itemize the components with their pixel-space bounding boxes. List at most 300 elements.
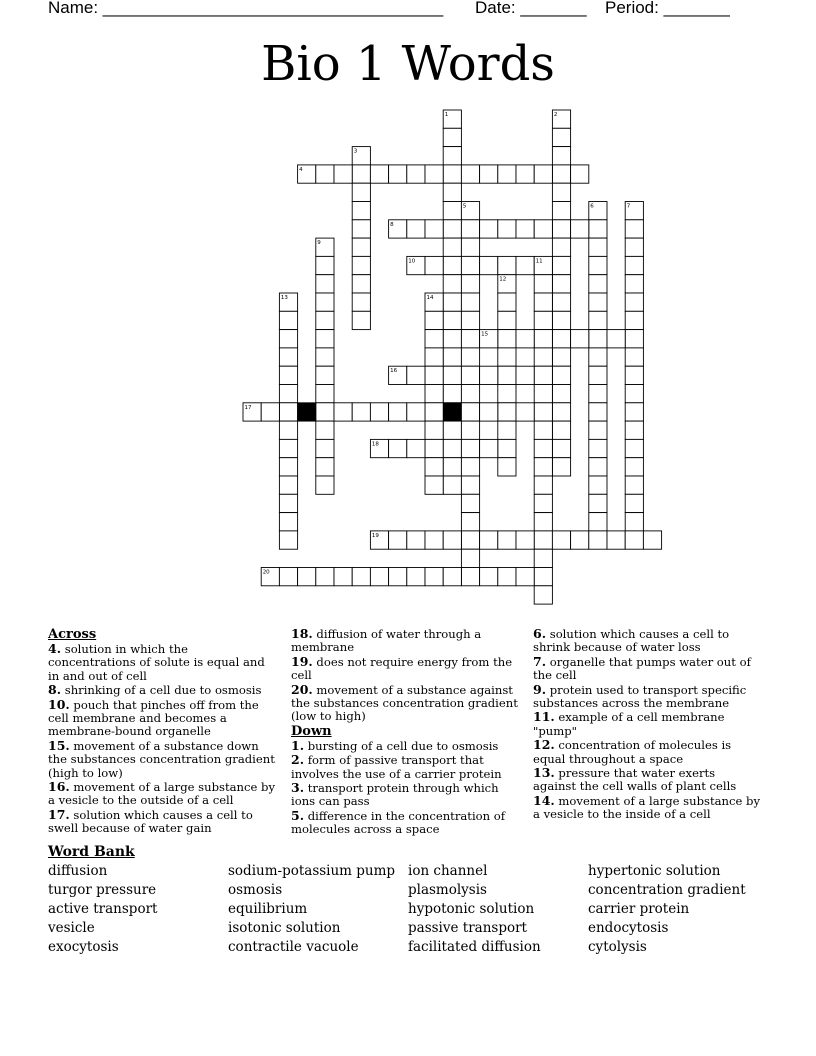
grid-cell[interactable] xyxy=(498,531,516,549)
clue-number-label: 8. xyxy=(48,682,62,698)
grid-cell[interactable] xyxy=(461,476,479,494)
grid-cell[interactable] xyxy=(625,238,643,256)
grid-cell[interactable] xyxy=(498,165,516,183)
grid-cell[interactable] xyxy=(552,293,570,311)
grid-cell[interactable] xyxy=(443,330,461,348)
clue-item xyxy=(48,683,276,697)
grid-cell[interactable] xyxy=(498,256,516,274)
clue-text: pouch that pinches off from the cell membrane and becomes a membrane-bound organelle xyxy=(48,697,259,739)
grid-cell[interactable] xyxy=(625,348,643,366)
grid-cell[interactable] xyxy=(589,403,607,421)
grid-cell[interactable] xyxy=(480,439,498,457)
grid-cell[interactable] xyxy=(480,165,498,183)
grid-cell[interactable] xyxy=(534,458,552,476)
grid-cell[interactable] xyxy=(498,403,516,421)
grid-cell[interactable] xyxy=(461,403,479,421)
grid-cell[interactable] xyxy=(534,366,552,384)
grid-cell[interactable] xyxy=(279,476,297,494)
grid-cell[interactable] xyxy=(552,385,570,403)
grid-cell[interactable] xyxy=(461,494,479,512)
grid-cell[interactable] xyxy=(589,348,607,366)
grid-cell[interactable] xyxy=(316,385,334,403)
grid-cell[interactable] xyxy=(607,531,625,549)
grid-cell[interactable] xyxy=(407,568,425,586)
period-field[interactable]: Period: _______ xyxy=(605,0,730,17)
grid-cell[interactable] xyxy=(425,476,443,494)
clue-number: 10 xyxy=(408,258,416,265)
word-bank-item: cytolysis xyxy=(588,939,647,955)
grid-cell[interactable] xyxy=(552,366,570,384)
grid-cell[interactable] xyxy=(480,220,498,238)
grid-cell[interactable] xyxy=(279,568,297,586)
grid-cell[interactable] xyxy=(407,531,425,549)
grid-cell[interactable] xyxy=(461,513,479,531)
grid-cell[interactable] xyxy=(279,403,297,421)
grid-cell[interactable] xyxy=(461,293,479,311)
clue-number: 6 xyxy=(590,203,594,210)
clue-number: 16 xyxy=(390,368,398,375)
clue-text: solution in which the concentrations of solute is equal and in and out of cell xyxy=(48,642,265,683)
grid-cell[interactable] xyxy=(425,220,443,238)
grid-cell[interactable] xyxy=(589,439,607,457)
date-field[interactable]: Date: _______ xyxy=(475,0,587,17)
grid-cell[interactable] xyxy=(425,366,443,384)
grid-cell[interactable] xyxy=(461,568,479,586)
grid-cell[interactable] xyxy=(516,330,534,348)
grid-cell[interactable] xyxy=(589,513,607,531)
grid-cell[interactable] xyxy=(480,256,498,274)
grid-cell[interactable] xyxy=(552,128,570,146)
clue-text: does not require energy from the cell xyxy=(291,654,513,683)
clue-item xyxy=(291,739,519,753)
grid-cell[interactable] xyxy=(407,403,425,421)
clue-number: 8 xyxy=(390,221,394,228)
grid-cell[interactable] xyxy=(334,403,352,421)
grid-cell[interactable] xyxy=(498,385,516,403)
grid-cell[interactable] xyxy=(552,147,570,165)
grid-cell[interactable] xyxy=(571,165,589,183)
grid-cell[interactable] xyxy=(443,385,461,403)
grid-cell[interactable] xyxy=(425,458,443,476)
grid-cell[interactable] xyxy=(534,330,552,348)
grid-cell[interactable] xyxy=(279,494,297,512)
grid-cell[interactable] xyxy=(589,220,607,238)
grid-cell[interactable] xyxy=(480,531,498,549)
grid-cell[interactable] xyxy=(316,568,334,586)
grid-cell[interactable] xyxy=(589,238,607,256)
grid-cell[interactable] xyxy=(298,568,316,586)
grid-cell[interactable] xyxy=(589,293,607,311)
grid-cell[interactable] xyxy=(389,403,407,421)
grid-cell[interactable] xyxy=(316,165,334,183)
grid-cell[interactable] xyxy=(516,256,534,274)
grid-cell[interactable] xyxy=(279,439,297,457)
clue-number-label: 10. xyxy=(48,696,70,712)
grid-cell[interactable] xyxy=(625,311,643,329)
word-bank-item: contractile vacuole xyxy=(228,939,359,955)
grid-cell[interactable] xyxy=(389,165,407,183)
clue-number: 20 xyxy=(262,569,270,576)
grid-cell[interactable] xyxy=(571,220,589,238)
grid-cell[interactable] xyxy=(534,385,552,403)
grid-cell[interactable] xyxy=(552,458,570,476)
word-bank-item: facilitated diffusion xyxy=(408,939,541,955)
grid-cell[interactable] xyxy=(443,476,461,494)
grid-cell[interactable] xyxy=(498,293,516,311)
grid-cell[interactable] xyxy=(443,421,461,439)
grid-cell[interactable] xyxy=(534,586,552,604)
grid-cell[interactable] xyxy=(625,421,643,439)
grid-cell[interactable] xyxy=(480,568,498,586)
clue-item xyxy=(48,739,276,780)
grid-cell[interactable] xyxy=(316,275,334,293)
grid-cell[interactable] xyxy=(534,494,552,512)
clue-number: 11 xyxy=(535,258,543,265)
grid-cell[interactable] xyxy=(534,476,552,494)
grid-cell[interactable] xyxy=(352,256,370,274)
grid-cell[interactable] xyxy=(279,311,297,329)
grid-cell[interactable] xyxy=(498,439,516,457)
grid-cell[interactable] xyxy=(625,256,643,274)
grid-cell[interactable] xyxy=(552,220,570,238)
grid-cell[interactable] xyxy=(589,531,607,549)
grid-cell[interactable] xyxy=(571,531,589,549)
grid-cell[interactable] xyxy=(316,439,334,457)
clue-text: concentration of molecules is equal throughout a space xyxy=(533,738,732,766)
grid-cell[interactable] xyxy=(389,439,407,457)
grid-cell[interactable] xyxy=(589,275,607,293)
grid-cell[interactable] xyxy=(334,568,352,586)
grid-cell[interactable] xyxy=(279,513,297,531)
grid-cell[interactable] xyxy=(443,439,461,457)
grid-cell[interactable] xyxy=(552,165,570,183)
grid-cell[interactable] xyxy=(443,238,461,256)
clue-item xyxy=(291,781,519,809)
grid-cell[interactable] xyxy=(625,330,643,348)
word-bank-item: turgor pressure xyxy=(48,882,157,898)
grid-cell[interactable] xyxy=(352,293,370,311)
grid-cell[interactable] xyxy=(370,165,388,183)
grid-cell[interactable] xyxy=(461,275,479,293)
grid-cell[interactable] xyxy=(425,421,443,439)
clue-item xyxy=(533,766,761,794)
grid-cell[interactable] xyxy=(443,568,461,586)
clue-number: 19 xyxy=(371,532,379,539)
grid-cell[interactable] xyxy=(461,385,479,403)
grid-cell[interactable] xyxy=(552,421,570,439)
grid-cell[interactable] xyxy=(425,385,443,403)
word-bank-item: equilibrium xyxy=(228,901,308,917)
grid-cell[interactable] xyxy=(389,531,407,549)
grid-cell[interactable] xyxy=(625,275,643,293)
grid-cell[interactable] xyxy=(425,348,443,366)
clue-text: movement of a large substance by a vesicle to the outside of a cell xyxy=(48,780,276,808)
grid-cell[interactable] xyxy=(352,165,370,183)
grid-cell[interactable] xyxy=(534,421,552,439)
grid-cell[interactable] xyxy=(534,513,552,531)
grid-cell[interactable] xyxy=(316,476,334,494)
clue-number: 7 xyxy=(626,203,631,210)
down-header: Down xyxy=(291,723,332,739)
grid-cell[interactable] xyxy=(552,183,570,201)
black-cell xyxy=(443,403,461,421)
grid-cell[interactable] xyxy=(443,183,461,201)
clue-number-label: 17. xyxy=(48,806,70,822)
grid-cell[interactable] xyxy=(461,165,479,183)
grid-cell[interactable] xyxy=(461,458,479,476)
clues-column-3 xyxy=(533,627,761,822)
grid-cell[interactable] xyxy=(498,311,516,329)
word-bank-item: isotonic solution xyxy=(228,920,341,936)
grid-cell[interactable] xyxy=(461,220,479,238)
grid-cell[interactable] xyxy=(589,330,607,348)
grid-cell[interactable] xyxy=(516,220,534,238)
grid-cell[interactable] xyxy=(534,549,552,567)
grid-cell[interactable] xyxy=(352,568,370,586)
grid-cell[interactable] xyxy=(552,439,570,457)
grid-cell[interactable] xyxy=(625,513,643,531)
grid-cell[interactable] xyxy=(552,238,570,256)
word-bank-item: exocytosis xyxy=(48,939,119,955)
grid-cell[interactable] xyxy=(643,531,661,549)
grid-cell[interactable] xyxy=(625,531,643,549)
grid-cell[interactable] xyxy=(498,568,516,586)
grid-cell[interactable] xyxy=(425,531,443,549)
grid-cell[interactable] xyxy=(443,531,461,549)
grid-cell[interactable] xyxy=(461,366,479,384)
grid-cell[interactable] xyxy=(316,348,334,366)
grid-cell[interactable] xyxy=(625,439,643,457)
grid-cell[interactable] xyxy=(352,183,370,201)
clue-item xyxy=(533,710,761,738)
grid-cell[interactable] xyxy=(498,348,516,366)
grid-cell[interactable] xyxy=(534,439,552,457)
grid-cell[interactable] xyxy=(352,275,370,293)
grid-cell[interactable] xyxy=(316,458,334,476)
grid-cell[interactable] xyxy=(589,458,607,476)
clue-text: bursting of a cell due to osmosis xyxy=(304,738,499,753)
grid-cell[interactable] xyxy=(534,568,552,586)
grid-cell[interactable] xyxy=(425,311,443,329)
grid-cell[interactable] xyxy=(316,366,334,384)
grid-cell[interactable] xyxy=(552,403,570,421)
clue-text: solution which causes a cell to swell because of water gain xyxy=(48,807,253,836)
grid-cell[interactable] xyxy=(607,330,625,348)
grid-cell[interactable] xyxy=(425,439,443,457)
grid-cell[interactable] xyxy=(498,458,516,476)
grid-cell[interactable] xyxy=(407,220,425,238)
clue-item xyxy=(48,642,276,683)
grid-cell[interactable] xyxy=(552,330,570,348)
grid-cell[interactable] xyxy=(625,494,643,512)
grid-cell[interactable] xyxy=(461,348,479,366)
grid-cell[interactable] xyxy=(461,311,479,329)
word-bank-item: carrier protein xyxy=(588,901,690,917)
clue-number-label: 13. xyxy=(533,765,555,781)
grid-cell[interactable] xyxy=(498,220,516,238)
grid-cell[interactable] xyxy=(443,202,461,220)
grid-cell[interactable] xyxy=(461,549,479,567)
grid-cell[interactable] xyxy=(443,165,461,183)
grid-cell[interactable] xyxy=(352,403,370,421)
clue-text: solution which causes a cell to shrink because of water loss xyxy=(533,627,730,655)
grid-cell[interactable] xyxy=(534,403,552,421)
clue-number: 9 xyxy=(317,240,321,247)
clue-number: 17 xyxy=(244,404,252,411)
grid-cell[interactable] xyxy=(352,202,370,220)
grid-cell[interactable] xyxy=(443,220,461,238)
grid-cell[interactable] xyxy=(407,366,425,384)
grid-cell[interactable] xyxy=(534,220,552,238)
clue-text: pressure that water exerts against the cell walls of plant cells xyxy=(533,766,737,794)
grid-cell[interactable] xyxy=(407,439,425,457)
grid-cell[interactable] xyxy=(443,311,461,329)
name-field[interactable]: Name: ____________________________________ xyxy=(48,0,444,17)
grid-cell[interactable] xyxy=(443,275,461,293)
clue-number: 13 xyxy=(280,295,288,301)
grid-cell[interactable] xyxy=(279,421,297,439)
grid-cell[interactable] xyxy=(552,256,570,274)
clue-item xyxy=(533,794,761,822)
grid-cell[interactable] xyxy=(516,403,534,421)
grid-cell[interactable] xyxy=(443,366,461,384)
clue-number-label: 11. xyxy=(533,709,555,725)
grid-cell[interactable] xyxy=(334,165,352,183)
grid-cell[interactable] xyxy=(279,531,297,549)
grid-cell[interactable] xyxy=(443,147,461,165)
grid-cell[interactable] xyxy=(498,366,516,384)
grid-cell[interactable] xyxy=(425,256,443,274)
clue-number: 18 xyxy=(371,441,379,448)
word-bank-item: sodium-potassium pump xyxy=(228,863,396,879)
grid-cell[interactable] xyxy=(461,421,479,439)
grid-cell[interactable] xyxy=(480,366,498,384)
grid-cell[interactable] xyxy=(443,293,461,311)
grid-cell[interactable] xyxy=(589,421,607,439)
grid-cell[interactable] xyxy=(625,476,643,494)
grid-cell[interactable] xyxy=(552,202,570,220)
grid-cell[interactable] xyxy=(443,256,461,274)
grid-cell[interactable] xyxy=(498,330,516,348)
grid-cell[interactable] xyxy=(279,348,297,366)
grid-cell[interactable] xyxy=(534,293,552,311)
grid-cell[interactable] xyxy=(461,531,479,549)
grid-cell[interactable] xyxy=(279,330,297,348)
grid-cell[interactable] xyxy=(589,494,607,512)
grid-cell[interactable] xyxy=(534,531,552,549)
grid-cell[interactable] xyxy=(352,311,370,329)
grid-cell[interactable] xyxy=(461,330,479,348)
grid-cell[interactable] xyxy=(625,458,643,476)
grid-cell[interactable] xyxy=(461,238,479,256)
clue-text: movement of a substance down the substances concentration gradient (high to low) xyxy=(48,738,275,780)
grid-cell[interactable] xyxy=(389,568,407,586)
grid-cell[interactable] xyxy=(625,366,643,384)
grid-cell[interactable] xyxy=(625,403,643,421)
clue-number-label: 15. xyxy=(48,737,70,753)
grid-cell[interactable] xyxy=(480,403,498,421)
grid-cell[interactable] xyxy=(425,165,443,183)
grid-cell[interactable] xyxy=(498,421,516,439)
grid-cell[interactable] xyxy=(516,568,534,586)
grid-cell[interactable] xyxy=(261,403,279,421)
grid-cell[interactable] xyxy=(316,421,334,439)
grid-cell[interactable] xyxy=(516,366,534,384)
clue-text: transport protein through which ions can pass xyxy=(291,781,499,809)
grid-cell[interactable] xyxy=(552,311,570,329)
grid-cell[interactable] xyxy=(279,458,297,476)
grid-cell[interactable] xyxy=(589,311,607,329)
grid-cell[interactable] xyxy=(425,403,443,421)
grid-cell[interactable] xyxy=(316,293,334,311)
clue-item xyxy=(291,683,519,724)
grid-cell[interactable] xyxy=(552,275,570,293)
clue-item xyxy=(48,808,276,836)
grid-cell[interactable] xyxy=(279,385,297,403)
grid-cell[interactable] xyxy=(316,403,334,421)
grid-cell[interactable] xyxy=(589,476,607,494)
clue-number: 14 xyxy=(426,295,434,301)
grid-cell[interactable] xyxy=(316,311,334,329)
grid-cell[interactable] xyxy=(370,403,388,421)
grid-cell[interactable] xyxy=(534,165,552,183)
grid-cell[interactable] xyxy=(407,165,425,183)
grid-cell[interactable] xyxy=(443,348,461,366)
clues-column-1 xyxy=(48,627,276,836)
grid-cell[interactable] xyxy=(316,256,334,274)
clue-text: protein used to transport specific substances across the membrane xyxy=(533,682,747,711)
clue-item xyxy=(291,655,519,683)
grid-cell[interactable] xyxy=(279,366,297,384)
grid-cell[interactable] xyxy=(571,330,589,348)
grid-cell[interactable] xyxy=(443,128,461,146)
grid-cell[interactable] xyxy=(370,568,388,586)
clue-number: 4 xyxy=(299,166,303,173)
grid-cell[interactable] xyxy=(425,330,443,348)
grid-cell[interactable] xyxy=(534,275,552,293)
clue-item xyxy=(533,627,761,655)
clue-number: 12 xyxy=(499,276,507,283)
grid-cell[interactable] xyxy=(625,220,643,238)
clue-number: 1 xyxy=(444,112,449,118)
grid-cell[interactable] xyxy=(316,330,334,348)
grid-cell[interactable] xyxy=(552,531,570,549)
clue-number: 3 xyxy=(353,148,358,155)
grid-cell[interactable] xyxy=(589,385,607,403)
grid-cell[interactable] xyxy=(352,238,370,256)
grid-cell[interactable] xyxy=(534,311,552,329)
grid-cell[interactable] xyxy=(443,458,461,476)
grid-cell[interactable] xyxy=(625,293,643,311)
clue-number-label: 14. xyxy=(533,792,555,808)
grid-cell[interactable] xyxy=(534,348,552,366)
grid-cell[interactable] xyxy=(589,256,607,274)
grid-cell[interactable] xyxy=(352,220,370,238)
grid-cell[interactable] xyxy=(461,256,479,274)
grid-cell[interactable] xyxy=(625,385,643,403)
clue-item xyxy=(533,655,761,683)
grid-cell[interactable] xyxy=(461,439,479,457)
clue-text: organelle that pumps water out of the cell xyxy=(533,654,751,683)
grid-cell[interactable] xyxy=(425,568,443,586)
grid-cell[interactable] xyxy=(516,165,534,183)
clue-text: movement of a substance against the substances concentration gradient (low to high) xyxy=(291,682,518,724)
grid-cell[interactable] xyxy=(516,531,534,549)
word-bank-item: vesicle xyxy=(48,920,95,936)
clue-number: 5 xyxy=(462,203,467,210)
grid-cell[interactable] xyxy=(589,366,607,384)
grid-cell[interactable] xyxy=(552,348,570,366)
